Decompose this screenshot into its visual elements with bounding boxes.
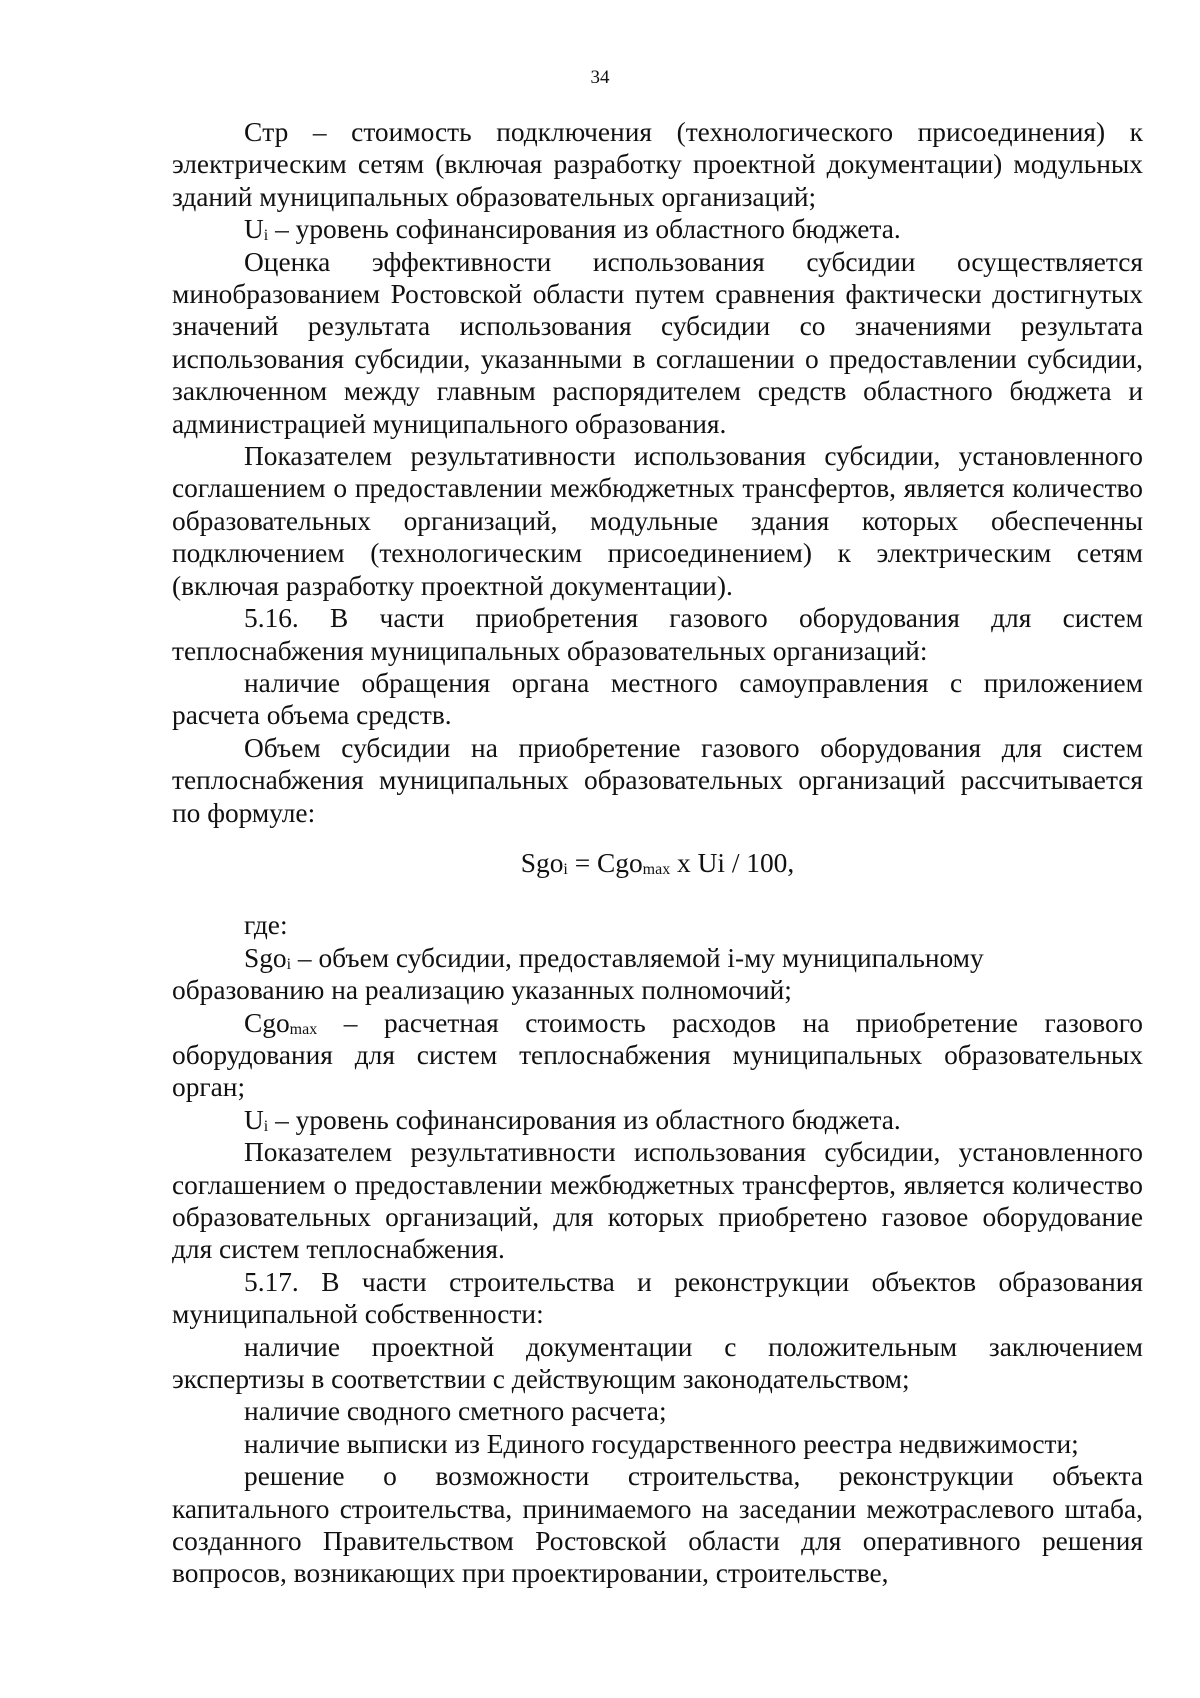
formula-sgo [172,847,1143,879]
formula-max-subscript: max [642,860,671,878]
paragraph-subsidy-volume: Объем субсидии на приобретение газового оборудования для систем теплоснабжения муниципальных образовательных организаций рассчитывается по формуле: [172,732,1143,828]
sgo-definition-continuation: образованию на реализацию указанных полномочий; [172,975,792,1006]
ui-subscript-2: i [263,1117,269,1135]
paragraph-where: где: [244,910,288,941]
paragraph-efficiency-assessment: Оценка эффективности использования субсидии осуществляется минобразованием Ростовской области путем сравнения фактически достигнутых значений результата использования субсидии со значениями результата использования субсидии, указанными в соглашении о предоставлении субсидии, заключенном между главным распорядителем средств областного бюджета и администрацией муниципального образования. [172,246,1143,439]
paragraph-ui-definition-2 [172,1104,1143,1136]
ui-symbol-2: U [244,1104,264,1135]
formula-equals-cgo: = Cgo [567,847,643,878]
ui-definition-text: – уровень софинансирования из областного бюджета. [268,214,901,245]
paragraph-performance-indicator-1: Показателем результативности использования субсидии, установленного соглашением о предоставлении межбюджетных трансфертов, является количество образовательных организаций, модульные здания которых обеспеченны подключением (технологическим присоединением) к электрическим сетям (включая разработку проектной документации). [172,441,1143,601]
formula-lhs: Sgo [520,847,564,878]
paragraph-section-5-17: 5.17. В части строительства и реконструкции объектов образования муниципальной собственности: [172,1266,1143,1330]
paragraph-appeal-requirement: наличие обращения органа местного самоуправления с приложением расчета объема средств. [172,667,1143,731]
cgo-definition-text: – расчетная стоимость расходов на приобретение газового [317,1007,1143,1038]
paragraph-performance-indicator-2: Показателем результативности использования субсидии, установленного соглашением о предоставлении межбюджетных трансфертов, является количество образовательных организаций, для которых приобретено газовое оборудование для систем теплоснабжения. [172,1137,1143,1265]
page-number: 34 [590,67,610,88]
cgo-definition-continuation: оборудования для систем теплоснабжения муниципальных образовательных орган; [172,1039,1143,1103]
ui-subscript: i [263,227,269,245]
cgo-symbol: Cgo [244,1007,290,1038]
cgo-subscript: max [289,1020,318,1038]
paragraph-construction-decision: решение о возможности строительства, реконструкции объекта капитального строительства, принимаемого на заседании межотраслевого штаба, созданного Правительством Ростовской области для оперативного решения вопросов, возникающих при проектировании, строительстве, [172,1461,1143,1589]
paragraph-sgo-definition [172,942,1143,1007]
ui-definition-text-2: – уровень софинансирования из областного бюджета. [268,1104,901,1135]
ui-symbol: U [244,214,264,245]
formula-rhs: x Ui / 100, [670,847,795,878]
sgo-definition-text: – объем субсидии, предоставляемой i-му муниципальному [291,942,984,973]
document-body [172,116,1143,1590]
paragraph-ctr-definition: Cтр – стоимость подключения (технологического присоединения) к электрическим сетям (включая разработку проектной документации) модульных зданий муниципальных образовательных организаций; [172,117,1143,212]
sgo-symbol: Sgo [244,942,287,973]
paragraph-cgo-definition [172,1007,1143,1104]
paragraph-ui-definition-1 [172,213,1143,245]
sgo-subscript: i [286,955,292,973]
paragraph-estimate: наличие сводного сметного расчета; [244,1396,667,1427]
paragraph-section-5-16: 5.16. В части приобретения газового оборудования для систем теплоснабжения муниципальных образовательных организаций: [172,603,1143,666]
formula-lhs-subscript: i [563,860,568,878]
paragraph-registry-extract: наличие выписки из Единого государственного реестра недвижимости; [244,1428,1079,1459]
paragraph-project-documentation: наличие проектной документации с положительным заключением экспертизы в соответствии с действующим законодательством; [172,1331,1143,1395]
